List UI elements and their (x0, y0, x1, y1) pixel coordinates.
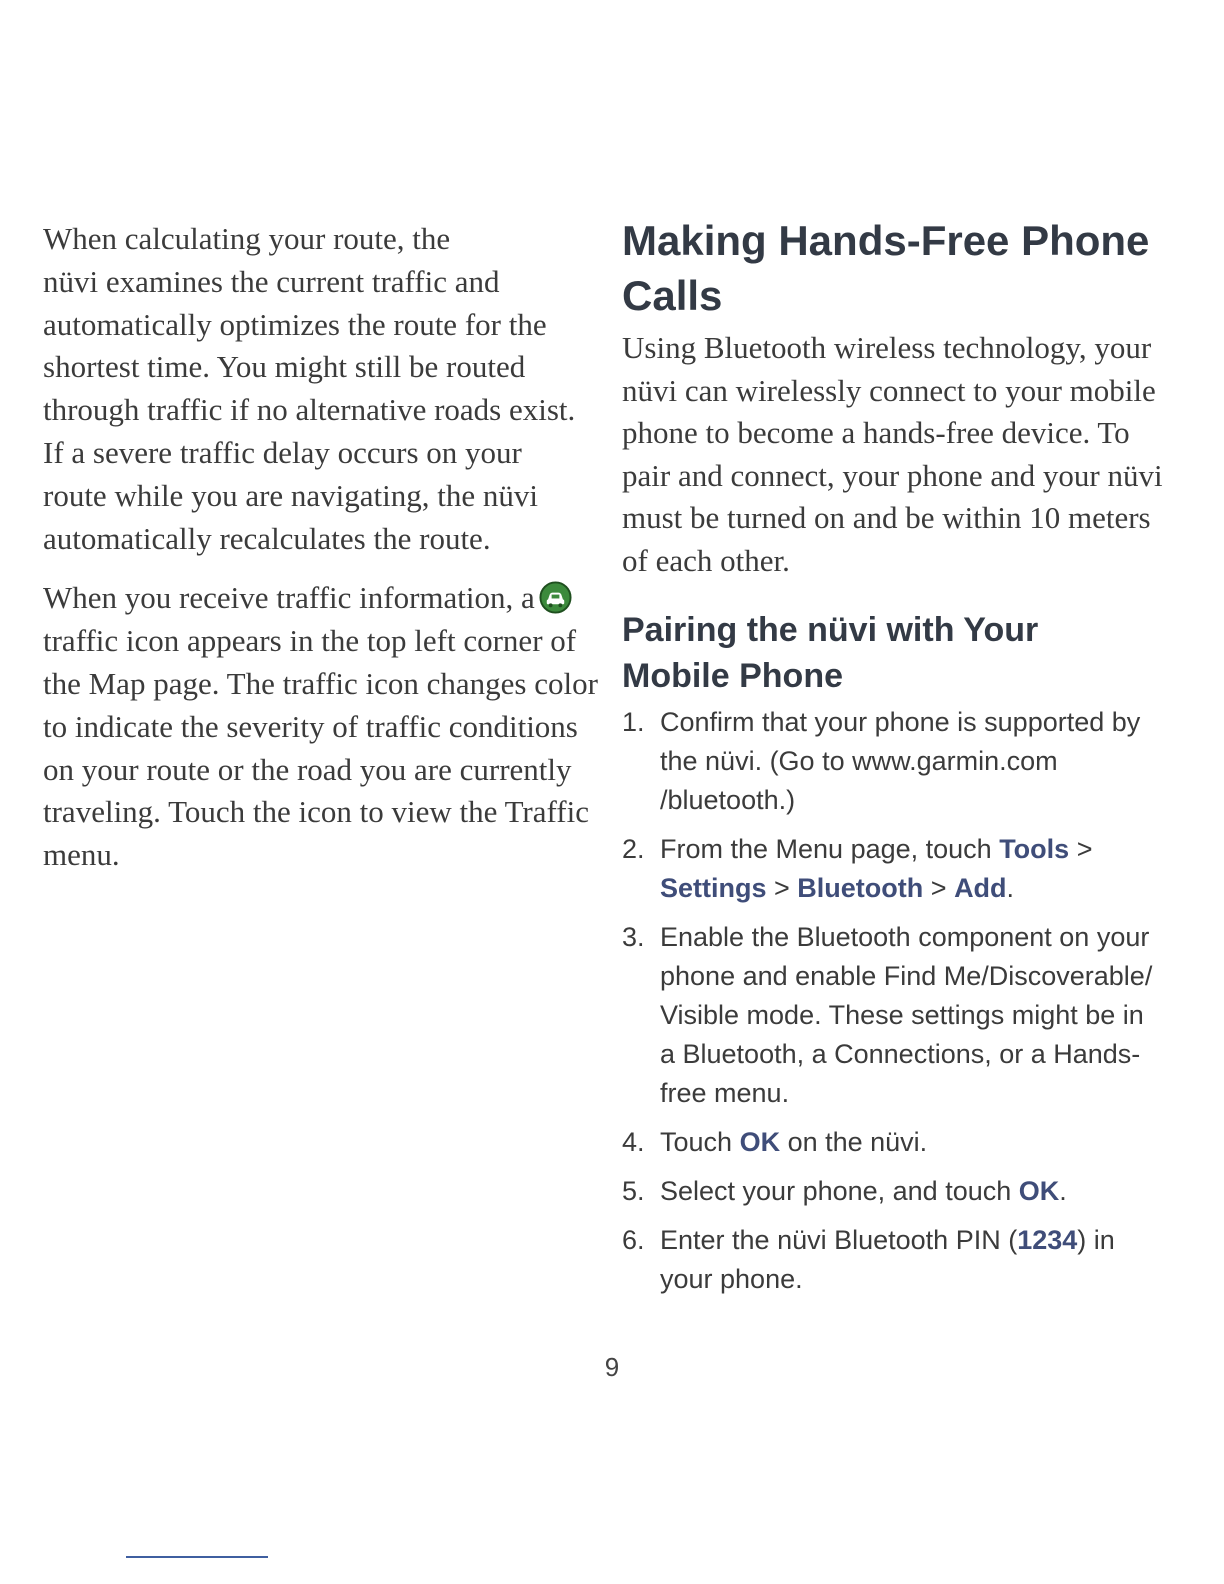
text-line: automatically optimizes the route for the (43, 306, 547, 342)
traffic-calculation-paragraph (43, 218, 588, 560)
text-line: route while you are navigating, the nüvi (43, 477, 539, 513)
step-number: 2. (622, 833, 645, 864)
text-line: When calculating your route, the (43, 221, 451, 256)
step-text-line: the nüvi. (Go to www.garmin.com (660, 745, 1058, 776)
text-line: must be turned on and be within 10 meters (622, 500, 1151, 536)
step-text-line: phone and enable Find Me/Discoverable/ (660, 960, 1153, 991)
step-text: . (1006, 872, 1015, 903)
left-column (43, 218, 598, 894)
text-line: pair and connect, your phone and your nüvi (622, 457, 1163, 493)
text-line: menu. (43, 837, 120, 873)
text-fragment: When you receive traffic information, a (43, 580, 535, 616)
step-number: 1. (622, 706, 645, 737)
heading-line: Pairing the nüvi with Your (622, 610, 1039, 649)
text-line: traffic icon appears in the top left corner of (43, 623, 577, 659)
pin-keyword: 1234 (1017, 1224, 1078, 1255)
text-line: to indicate the severity of traffic conditions (43, 708, 578, 744)
step-item (622, 703, 1182, 820)
step-text-line: Visible mode. These settings might be in (660, 999, 1144, 1030)
step-text-line (660, 830, 1182, 869)
text-line: phone to become a hands-free device. To (622, 415, 1130, 451)
step-text-line (660, 869, 1182, 908)
pairing-steps-list (622, 703, 1182, 1299)
section-heading-hands-free (622, 213, 1182, 323)
text-line: traveling. Touch the icon to view the Traffic (43, 794, 589, 830)
right-column (622, 213, 1182, 1309)
text-line-with-icon (43, 577, 588, 620)
step-text-line: /bluetooth.) (660, 784, 796, 815)
step-text: Enter the nüvi Bluetooth PIN ( (660, 1224, 1018, 1255)
menu-keyword-tools: Tools (999, 833, 1070, 864)
step-text: . (1059, 1175, 1067, 1206)
heading-line: Mobile Phone (622, 656, 843, 695)
step-number: 3. (622, 921, 645, 952)
button-keyword-ok: OK (739, 1126, 781, 1157)
text-line: shortest time. You might still be routed (43, 349, 526, 385)
text-line: through traffic if no alternative roads exist. (43, 392, 576, 428)
bluetooth-intro-paragraph (622, 327, 1182, 583)
step-text: Select your phone, and touch (660, 1175, 1019, 1206)
step-text-line (660, 1172, 1182, 1211)
page-number: 9 (604, 1352, 620, 1382)
step-text-line (660, 1123, 1182, 1162)
step-item (622, 918, 1182, 1113)
step-text-line: your phone. (660, 1263, 803, 1294)
step-text-line: Confirm that your phone is supported by (660, 706, 1141, 737)
step-text-line (660, 1221, 1182, 1260)
text-line: the Map page. The traffic icon changes color (43, 665, 598, 701)
heading-line: Making Hands-Free Phone (622, 217, 1150, 264)
footer-divider (126, 1556, 268, 1558)
traffic-icon (539, 581, 572, 614)
step-item (622, 830, 1182, 908)
text-line: Using Bluetooth wireless technology, your (622, 330, 1152, 365)
separator: > (766, 872, 798, 903)
heading-line: Calls (622, 272, 723, 319)
separator: > (923, 872, 955, 903)
button-keyword-ok: OK (1018, 1175, 1060, 1206)
step-item (622, 1123, 1182, 1162)
subsection-heading-pairing (622, 607, 1182, 699)
step-number: 5. (622, 1175, 645, 1206)
traffic-icon-paragraph (43, 577, 598, 877)
text-line: of each other. (622, 542, 790, 578)
menu-keyword-bluetooth: Bluetooth (797, 872, 924, 903)
separator: > (1069, 833, 1093, 864)
step-number: 6. (622, 1224, 645, 1255)
text-line: automatically recalculates the route. (43, 520, 491, 556)
step-text: Touch (660, 1126, 740, 1157)
step-number: 4. (622, 1126, 645, 1157)
text-line: on your route or the road you are currently (43, 751, 572, 787)
step-item (622, 1172, 1182, 1211)
menu-keyword-settings: Settings (660, 872, 767, 903)
step-text-line: a Bluetooth, a Connections, or a Hands- (660, 1038, 1141, 1069)
step-text-line: Enable the Bluetooth component on your (660, 921, 1150, 952)
step-text: on the nüvi. (780, 1126, 928, 1157)
text-line: If a severe traffic delay occurs on your (43, 434, 522, 470)
step-text: From the Menu page, touch (660, 833, 1000, 864)
text-line: nüvi can wirelessly connect to your mobile (622, 372, 1156, 408)
step-item (622, 1221, 1182, 1299)
text-line: nüvi examines the current traffic and (43, 263, 500, 299)
step-text: ) in (1077, 1224, 1115, 1255)
step-text-line: free menu. (660, 1077, 790, 1108)
menu-keyword-add: Add (954, 872, 1007, 903)
